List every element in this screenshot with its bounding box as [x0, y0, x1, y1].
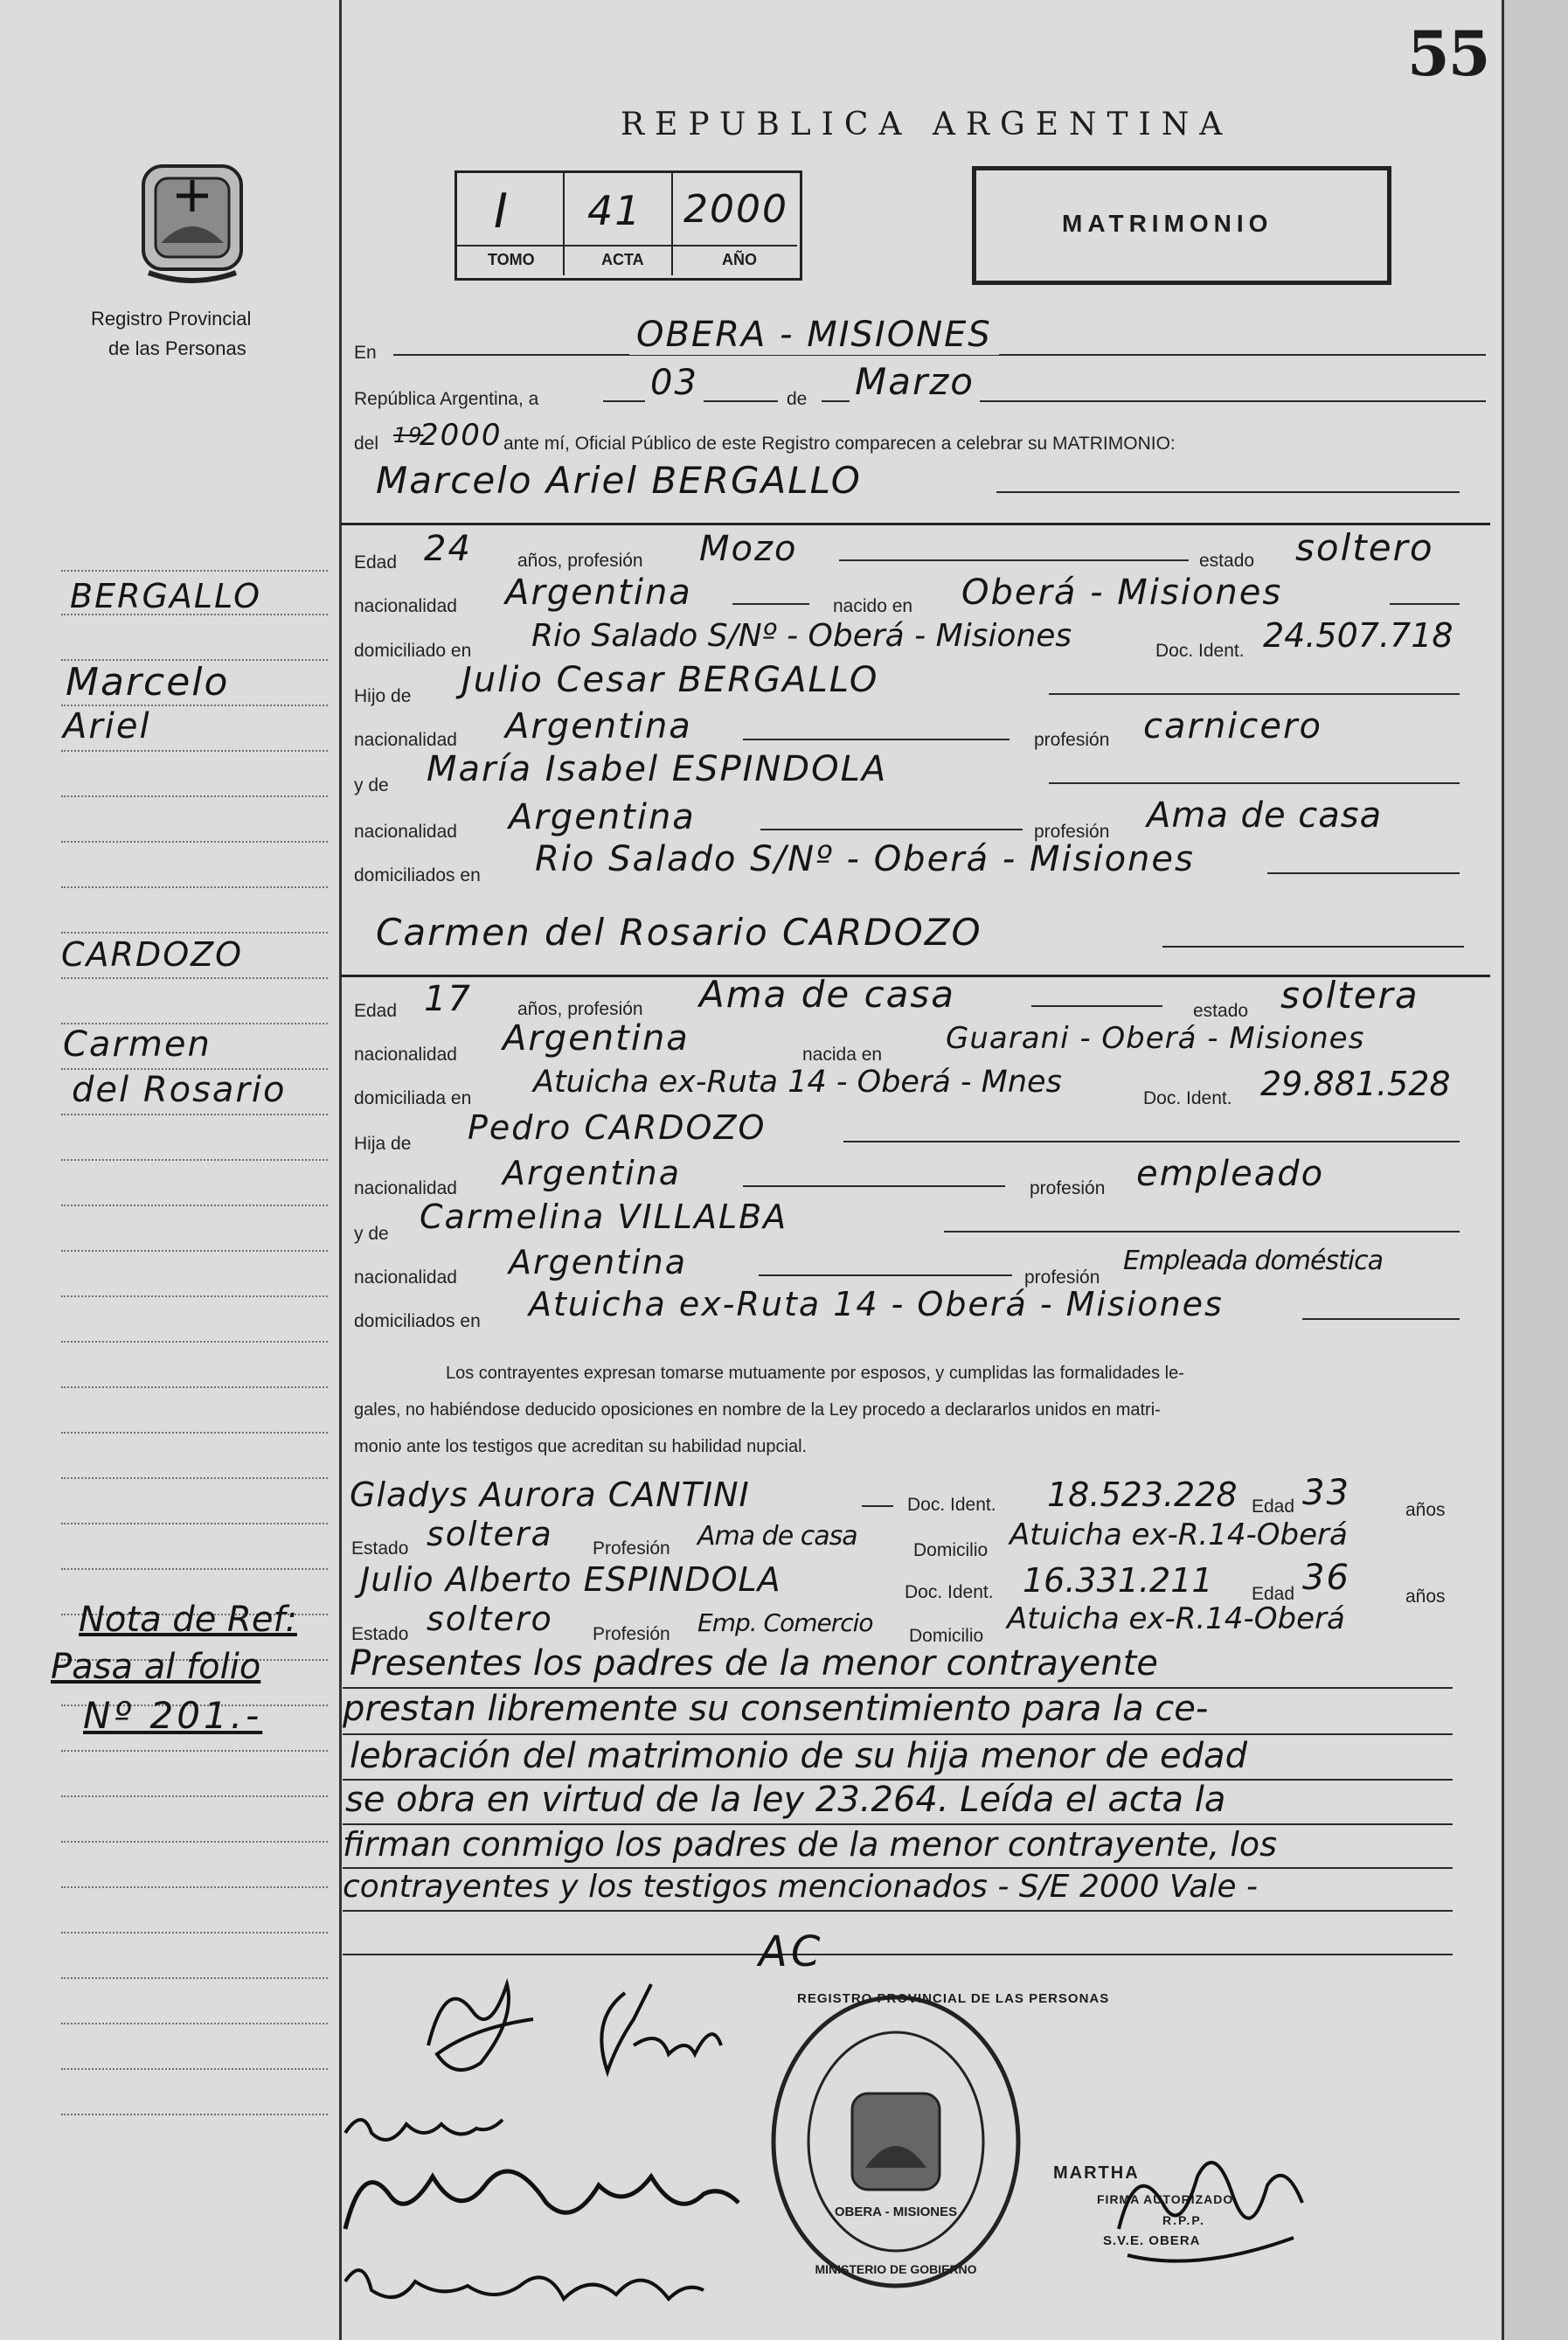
- bride-doc: 29.881.528: [1260, 1065, 1451, 1103]
- registry-name-line2: de las Personas: [108, 337, 246, 359]
- witness2-profession: Emp. Comercio: [697, 1608, 873, 1637]
- father-signature-2: [336, 2142, 747, 2246]
- label-bride-estado: estado: [1193, 1001, 1249, 1021]
- margin-note-line1: Nota de Ref:: [79, 1600, 297, 1640]
- bride-full-name: Carmen del Rosario CARDOZO: [376, 911, 982, 954]
- bride-mother: Carmelina VILLALBA: [420, 1198, 788, 1236]
- label-bride-domiciliados: domiciliados en: [354, 1311, 481, 1331]
- line-groom-mother: [1049, 782, 1460, 784]
- official-stamp-name: MARTHA: [1053, 2163, 1140, 2183]
- witness2-signature: [581, 1967, 730, 2089]
- record-divider-2: [671, 173, 673, 275]
- official-signature: [1093, 2124, 1320, 2281]
- witness2-name: Julio Alberto ESPINDOLA: [360, 1560, 781, 1599]
- margin-bride-first2: del Rosario: [72, 1070, 287, 1110]
- main-column-border: [339, 0, 342, 2340]
- margin-groom-surname: BERGALLO: [70, 577, 262, 615]
- groom-father-nationality: Argentina: [505, 706, 692, 746]
- bride-nationality: Argentina: [503, 1018, 690, 1059]
- line-groom-mother-nat: [760, 829, 1023, 830]
- label-bride-nacionalidad: nacionalidad: [354, 1045, 457, 1065]
- line-groom-name: [996, 491, 1460, 493]
- label-bride-nacida: nacida en: [802, 1045, 883, 1065]
- line-bride-father: [843, 1141, 1460, 1142]
- label-groom-estado: estado: [1199, 551, 1255, 571]
- line-note-6: [343, 1910, 1453, 1912]
- label-groom-y-de: y de: [354, 775, 389, 795]
- groom-father-profession: carnicero: [1143, 706, 1322, 746]
- groom-full-name: Marcelo Ariel BERGALLO: [376, 459, 862, 502]
- line-groom-father-nat: [743, 739, 1009, 740]
- witness1-signature: [411, 1967, 542, 2089]
- witness1-profession: Ama de casa: [697, 1521, 857, 1552]
- tomo-label: TOMO: [488, 251, 535, 268]
- label-witness2-edad: Edad: [1252, 1584, 1295, 1604]
- bride-age: 17: [424, 979, 472, 1019]
- groom-father: Julio Cesar BERGALLO: [461, 660, 879, 700]
- witness2-status: soltero: [427, 1600, 553, 1638]
- bride-father: Pedro CARDOZO: [468, 1108, 767, 1147]
- label-bride-y-de: y de: [354, 1224, 389, 1244]
- line-bride-profession: [1031, 1005, 1162, 1007]
- legal-text-line3: monio ante los testigos que acreditan su habilidad nupcial.: [354, 1437, 808, 1456]
- mother-signature: [336, 2246, 712, 2325]
- anio-label: AÑO: [722, 251, 757, 268]
- witness1-status: soltera: [427, 1515, 553, 1553]
- bride-mother-profession: Empleada doméstica: [1123, 1246, 1384, 1276]
- legal-text-line1: Los contrayentes expresan tomarse mutuamente por esposos, y cumplidas las formalidades le-: [446, 1364, 1184, 1383]
- anio-value: 2000: [683, 187, 788, 232]
- line-bride-father-nat: [743, 1185, 1005, 1187]
- legal-text-line2: gales, no habiéndose deducido oposiciones en nombre de la Ley procedo a declararlos unidos en matri-: [354, 1400, 1161, 1420]
- line-groom-father: [1049, 693, 1460, 695]
- line-bride-mother-nat: [759, 1274, 1012, 1276]
- label-de: de: [787, 389, 808, 409]
- bride-status: soltera: [1280, 974, 1419, 1017]
- groom-mother-nationality: Argentina: [509, 797, 696, 837]
- bride-birthplace: Guarani - Oberá - Misiones: [946, 1021, 1365, 1056]
- acta-label: ACTA: [601, 251, 644, 268]
- month-value: Marzo: [850, 360, 980, 403]
- note-line-3: lebración del matrimonio de su hija menor de edad: [350, 1736, 1247, 1776]
- year-struck: 19: [393, 423, 424, 448]
- official-initials: AC: [759, 1927, 824, 1976]
- label-witness1-doc: Doc. Ident.: [907, 1495, 996, 1515]
- bride-mother-nationality: Argentina: [509, 1243, 688, 1281]
- label-groom-father-nat: nacionalidad: [354, 730, 457, 750]
- groom-doc: 24.507.718: [1263, 616, 1454, 655]
- groom-profession: Mozo: [699, 529, 798, 569]
- label-witness1-estado: Estado: [351, 1538, 409, 1559]
- tomo-value: I: [494, 184, 510, 239]
- groom-nationality: Argentina: [505, 573, 692, 613]
- label-witness2-domicilio: Domicilio: [909, 1626, 984, 1646]
- registry-name-line1: Registro Provincial: [91, 308, 252, 330]
- label-bride-edad: Edad: [354, 1001, 398, 1021]
- acta-value: 41: [587, 187, 642, 234]
- seal-inner-text: OBERA - MISIONES: [834, 2205, 958, 2219]
- official-stamp-line2: FIRMA AUTORIZADO: [1097, 2192, 1234, 2206]
- witness2-doc: 16.331.211: [1023, 1561, 1213, 1600]
- label-republica: República Argentina, a: [354, 389, 539, 409]
- label-groom-hijo: Hijo de: [354, 686, 412, 706]
- seal-ring-text: REGISTRO PROVINCIAL DE LAS PERSONAS: [797, 1991, 1110, 2006]
- line-groom-profession: [839, 559, 1189, 561]
- label-witness1-profesion: Profesión: [593, 1538, 670, 1559]
- label-groom-edad: Edad: [354, 552, 398, 573]
- note-line-5: firman conmigo los padres de la menor contrayente, los: [343, 1825, 1277, 1864]
- witness1-age: 33: [1302, 1473, 1350, 1513]
- label-bride-anos-profesion: años, profesión: [517, 999, 643, 1019]
- label-bride-mother-nat: nacionalidad: [354, 1267, 457, 1288]
- label-groom-domiciliado: domiciliado en: [354, 641, 472, 661]
- record-label-divider: [457, 245, 797, 246]
- label-groom-nacido: nacido en: [833, 596, 913, 616]
- label-groom-domiciliados: domiciliados en: [354, 865, 481, 885]
- witness1-doc: 18.523.228: [1047, 1476, 1238, 1514]
- bride-father-nationality: Argentina: [503, 1154, 682, 1192]
- note-line-6: contrayentes y los testigos mencionados - S/E 2000 Vale -: [343, 1869, 1258, 1905]
- groom-domicile: Rio Salado S/Nº - Oberá - Misiones: [531, 618, 1072, 654]
- label-groom-anos-profesion: años, profesión: [517, 551, 643, 571]
- bride-father-profession: empleado: [1136, 1154, 1325, 1194]
- label-groom-nacionalidad: nacionalidad: [354, 596, 457, 616]
- witness1-domicile: Atuicha ex-R.14-Oberá: [1009, 1517, 1348, 1552]
- bride-domicile: Atuicha ex-Ruta 14 - Oberá - Mnes: [533, 1065, 1062, 1100]
- section-divider-groom: [341, 523, 1490, 525]
- coat-of-arms-emblem: [131, 157, 253, 288]
- label-en: En: [354, 343, 377, 363]
- day-value: 03: [645, 363, 704, 403]
- page-number: 55: [1407, 17, 1489, 90]
- label-witness2-anos: años: [1405, 1587, 1446, 1607]
- label-groom-mother-nat: nacionalidad: [354, 822, 457, 842]
- year-value: 2000: [420, 418, 503, 453]
- binding-strip: [1502, 0, 1568, 2340]
- line-witness1-name: [862, 1505, 893, 1507]
- official-stamp-line4: S.V.E. OBERA: [1103, 2233, 1201, 2248]
- record-divider-1: [563, 173, 565, 275]
- label-witness2-profesion: Profesión: [593, 1624, 670, 1644]
- margin-note-line2: Pasa al folio: [51, 1647, 261, 1687]
- witness2-age: 36: [1302, 1558, 1350, 1598]
- groom-mother: María Isabel ESPINDOLA: [427, 749, 888, 789]
- label-bride-doc: Doc. Ident.: [1143, 1088, 1232, 1108]
- margin-groom-first2: Ariel: [63, 706, 151, 746]
- line-bride-parents-domicile: [1302, 1318, 1460, 1320]
- label-groom-doc: Doc. Ident.: [1155, 641, 1245, 661]
- label-witness1-edad: Edad: [1252, 1496, 1295, 1517]
- note-line-4: se obra en virtud de la ley 23.264. Leída el acta la: [345, 1780, 1226, 1820]
- line-groom-birthplace: [1390, 603, 1460, 605]
- label-witness1-anos: años: [1405, 1500, 1446, 1520]
- groom-mother-profession: Ama de casa: [1147, 795, 1383, 836]
- document-type: MATRIMONIO: [1062, 210, 1273, 237]
- margin-note-line3: Nº 201.-: [83, 1694, 263, 1737]
- groom-birthplace: Oberá - Misiones: [961, 573, 1283, 613]
- line-bride-name: [1162, 946, 1464, 948]
- groom-status: soltero: [1295, 526, 1434, 569]
- bride-parents-domicile: Atuicha ex-Ruta 14 - Oberá - Misiones: [529, 1285, 1224, 1323]
- line-bride-mother: [944, 1231, 1460, 1232]
- label-bride-domiciliada: domiciliada en: [354, 1088, 472, 1108]
- witness1-name: Gladys Aurora CANTINI: [350, 1476, 750, 1514]
- note-line-1: Presentes los padres de la menor contrayente: [350, 1643, 1158, 1684]
- line-note-2: [343, 1733, 1453, 1735]
- label-bride-hija: Hija de: [354, 1134, 412, 1154]
- groom-age: 24: [424, 529, 472, 569]
- margin-bride-surname: CARDOZO: [61, 935, 244, 974]
- witness2-domicile: Atuicha ex-R.14-Oberá: [1007, 1601, 1345, 1636]
- label-witness2-estado: Estado: [351, 1624, 409, 1644]
- margin-bride-first1: Carmen: [63, 1024, 212, 1065]
- official-stamp-line3: R.P.P.: [1162, 2213, 1205, 2227]
- margin-groom-first1: Marcelo: [66, 660, 230, 705]
- label-comparecen: ante mí, Oficial Público de este Registro comparecen a celebrar su MATRIMONIO:: [503, 434, 1176, 454]
- label-groom-mother-prof: profesión: [1034, 822, 1110, 842]
- label-witness2-doc: Doc. Ident.: [905, 1582, 994, 1602]
- groom-parents-domicile: Rio Salado S/Nº - Oberá - Misiones: [535, 839, 1195, 879]
- label-groom-father-prof: profesión: [1034, 730, 1110, 750]
- line-groom-nationality: [732, 603, 809, 605]
- label-witness1-domicilio: Domicilio: [913, 1540, 989, 1560]
- bride-profession: Ama de casa: [699, 973, 956, 1016]
- label-bride-father-prof: profesión: [1030, 1178, 1106, 1198]
- label-bride-mother-prof: profesión: [1024, 1267, 1100, 1288]
- line-groom-parents-domicile: [1267, 872, 1460, 874]
- place-value: OBERA - MISIONES: [629, 315, 999, 355]
- label-bride-father-nat: nacionalidad: [354, 1178, 457, 1198]
- note-line-2: prestan libremente su consentimiento para la ce-: [343, 1689, 1209, 1729]
- seal-lower-text: MINISTERIO DE GOBIERNO: [815, 2262, 977, 2276]
- country-title: REPUBLICA ARGENTINA: [621, 107, 1233, 142]
- label-del: del: [354, 434, 379, 454]
- line-note-7: [343, 1954, 1453, 1955]
